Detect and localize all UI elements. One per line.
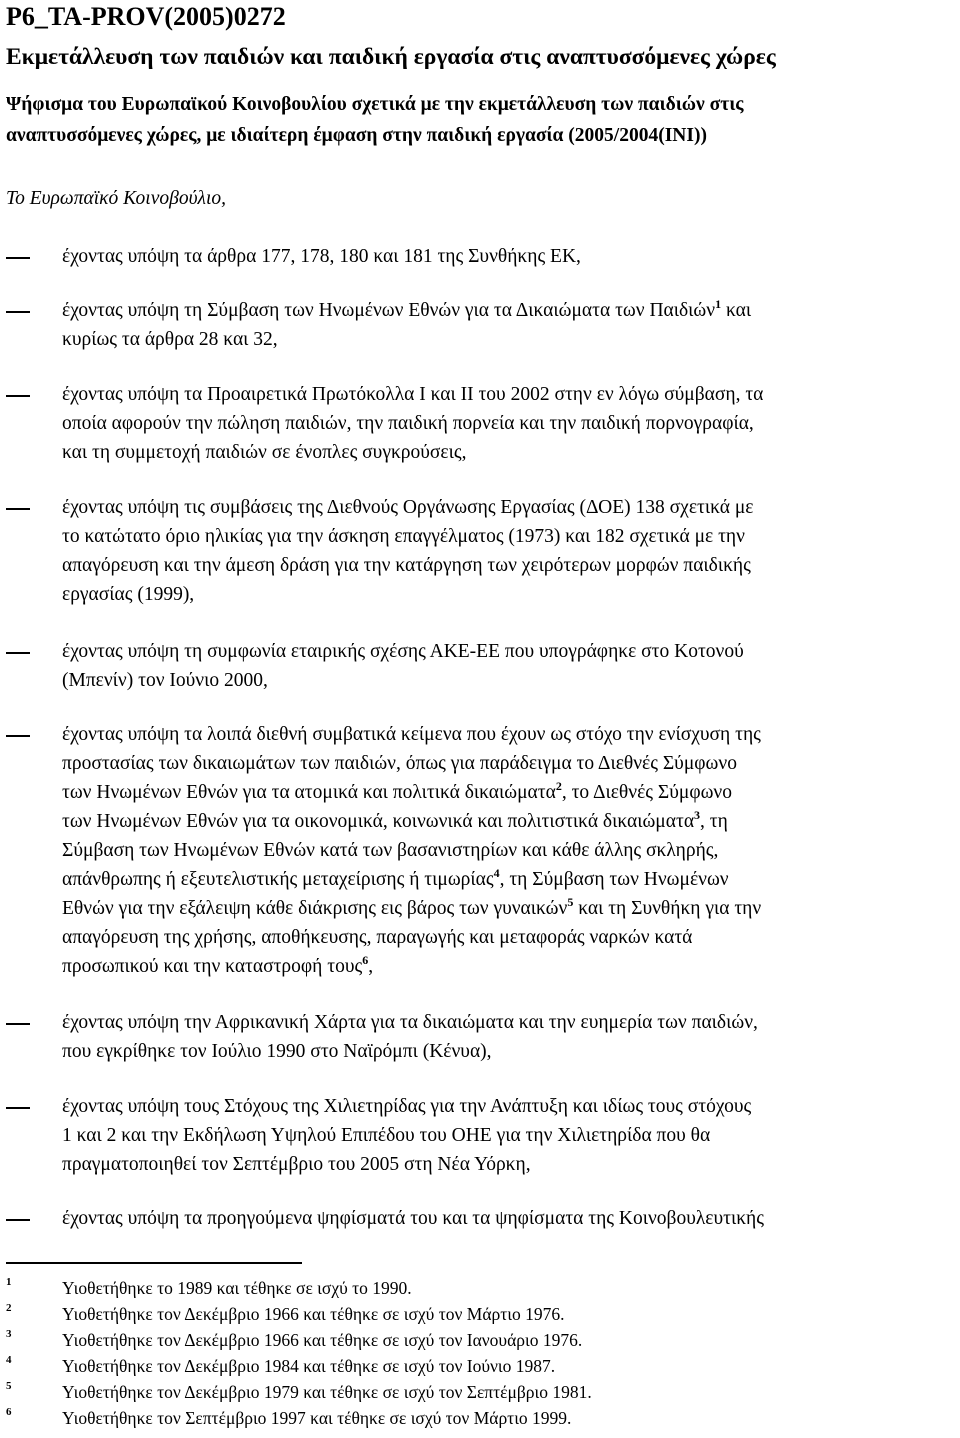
footnote-text: Υιοθετήθηκε τον Σεπτέμβριο 1997 και τέθηκε σε ισχύ τον Μάρτιο 1999. — [62, 1408, 572, 1428]
citation-item — [6, 296, 958, 354]
subtitle-line: Ψήφισμα του Ευρωπαϊκού Κοινοβουλίου σχετικά με την εκμετάλλευση των παιδιών στις — [6, 94, 744, 115]
citation-item — [6, 242, 958, 271]
citation-item — [6, 1204, 958, 1233]
footnote-reference[interactable]: 2 — [555, 778, 562, 793]
text-line: απαγόρευση και την άμεση δράση για την κατάργηση των χειρότερων μορφών παιδικής — [62, 555, 751, 576]
text-line: των Ηνωμένων Εθνών για τα οικονομικά, κοινωνικά και πολιτιστικά δικαιώματα$^3$, τη — [62, 807, 728, 832]
subtitle-line: αναπτυσσόμενες χώρες, με ιδιαίτερη έμφαση στην παιδική εργασία (2005/2004(INI)) — [6, 125, 707, 146]
citation-text — [62, 1204, 958, 1233]
footnote-text: Υιοθετήθηκε τον Δεκέμβριο 1966 και τέθηκε σε ισχύ τον Μάρτιο 1976. — [62, 1304, 565, 1324]
citation-text — [62, 380, 958, 467]
citation-item — [6, 637, 958, 695]
document-reference: P6_TA-PROV(2005)0272 — [6, 2, 286, 31]
footnote-reference[interactable]: 4 — [493, 865, 500, 880]
footnote-number: 5 — [6, 1380, 12, 1392]
footnote-text: Υιοθετήθηκε τον Δεκέμβριο 1979 και τέθηκε σε ισχύ τον Σεπτέμβριο 1981. — [62, 1382, 592, 1402]
text-line: έχοντας υπόψη τα άρθρα 177, 178, 180 και 181 της Συνθήκης ΕΚ, — [62, 246, 581, 267]
footnote-text: Υιοθετήθηκε τον Δεκέμβριο 1984 και τέθηκε σε ισχύ τον Ιούνιο 1987. — [62, 1356, 556, 1376]
text-line: έχοντας υπόψη την Αφρικανική Χάρτα για τα δικαιώματα και την ευημερία των παιδιών, — [62, 1012, 758, 1033]
text-line: 1 και 2 και την Εκδήλωση Υψηλού Επιπέδου του ΟΗΕ για την Χιλιετηρίδα που θα — [62, 1125, 711, 1146]
footnote-reference[interactable]: 3 — [694, 807, 701, 822]
text-line: έχοντας υπόψη τη συμφωνία εταιρικής σχέσης ΑΚΕ-ΕΕ που υπογράφηκε στο Κοτονού — [62, 641, 744, 662]
footnote-number: 3 — [6, 1328, 12, 1340]
text-line: έχοντας υπόψη τα Προαιρετικά Πρωτόκολλα Ι και ΙΙ του 2002 στην εν λόγω σύμβαση, τα — [62, 384, 764, 405]
citation-item — [6, 1092, 958, 1179]
text-line: πραγματοποιηθεί τον Σεπτέμβριο του 2005 στη Νέα Υόρκη, — [62, 1154, 531, 1175]
footnote-reference[interactable]: 5 — [567, 894, 574, 909]
citation-text — [62, 493, 958, 609]
text-line: εργασίας (1999), — [62, 584, 195, 605]
text-line: Σύμβαση των Ηνωμένων Εθνών κατά των βασανιστηρίων και κάθε άλλης σκληρής, — [62, 840, 719, 861]
text-line: απαγόρευση της χρήσης, αποθήκευσης, παραγωγής και μεταφοράς ναρκών κατά — [62, 927, 693, 948]
text-line: έχοντας υπόψη τη Σύμβαση των Ηνωμένων Εθνών για τα Δικαιώματα των Παιδιών$^1$ και — [62, 296, 752, 321]
footnote-reference[interactable]: 6 — [362, 952, 369, 967]
document-subtitle — [6, 89, 956, 151]
text-line: έχοντας υπόψη τα προηγούμενα ψηφίσματά του και τα ψηφίσματα της Κοινοβουλευτικής — [62, 1208, 764, 1229]
text-line: προσωπικού και την καταστροφή τους$^6$, — [62, 952, 374, 977]
footnote-text: Υιοθετήθηκε τον Δεκέμβριο 1966 και τέθηκε σε ισχύ τον Ιανουάριο 1976. — [62, 1330, 583, 1350]
text-line: οποία αφορούν την πώληση παιδιών, την παιδική πορνεία και την παιδική πορνογραφία, — [62, 413, 754, 434]
citation-text — [62, 1008, 958, 1066]
footnote-number: 1 — [6, 1276, 12, 1288]
citation-item — [6, 493, 958, 609]
intro-text: Το Ευρωπαϊκό Κοινοβούλιο, — [6, 188, 227, 209]
footnote-text: Υιοθετήθηκε το 1989 και τέθηκε σε ισχύ το 1990. — [62, 1278, 412, 1298]
footnote-number: 6 — [6, 1406, 12, 1418]
citation-text — [62, 637, 958, 695]
text-line: κυρίως τα άρθρα 28 και 32, — [62, 329, 278, 350]
text-line: Εθνών για την εξάλειψη κάθε διάκρισης εις βάρος των γυναικών$^5$ και τη Συνθήκη για την — [62, 894, 762, 919]
text-line: έχοντας υπόψη τους Στόχους της Χιλιετηρίδας για την Ανάπτυξη και ιδίως τους στόχους — [62, 1096, 752, 1117]
citation-item — [6, 380, 958, 467]
text-line: το κατώτατο όριο ηλικίας για την άσκηση επαγγέλματος (1973) και 182 σχετικά με την — [62, 526, 745, 547]
text-line: (Μπενίν) τον Ιούνιο 2000, — [62, 670, 268, 691]
footnote-number: 2 — [6, 1302, 12, 1314]
text-line: προστασίας των δικαιωμάτων των παιδιών, όπως για παράδειγμα το Διεθνές Σύμφωνο — [62, 753, 737, 774]
text-line: και τη συμμετοχή παιδιών σε ένοπλες συγκρούσεις, — [62, 442, 467, 463]
text-line: των Ηνωμένων Εθνών για τα ατομικά και πολιτικά δικαιώματα$^2$, το Διεθνές Σύμφωνο — [62, 778, 732, 803]
footnote-reference[interactable]: 1 — [715, 296, 722, 311]
document-title: Εκμετάλλευση των παιδιών και παιδική εργασία στις αναπτυσσόμενες χώρες — [6, 44, 776, 70]
citation-text — [62, 296, 958, 354]
citation-item — [6, 1008, 958, 1066]
footnote-separator — [6, 1262, 302, 1264]
text-line: έχοντας υπόψη τις συμβάσεις της Διεθνούς Οργάνωσης Εργασίας (ΔΟΕ) 138 σχετικά με — [62, 497, 754, 518]
footnote-number: 4 — [6, 1354, 12, 1366]
text-line: έχοντας υπόψη τα λοιπά διεθνή συμβατικά κείμενα που έχουν ως στόχο την ενίσχυση της — [62, 724, 761, 745]
citation-text — [62, 720, 958, 981]
citation-text — [62, 1092, 958, 1179]
citation-text — [62, 242, 958, 271]
citation-item — [6, 720, 958, 981]
text-line: που εγκρίθηκε τον Ιούλιο 1990 στο Ναϊρόμπι (Κένυα), — [62, 1041, 492, 1062]
text-line: απάνθρωπης ή εξευτελιστικής μεταχείρισης ή τιμωρίας$^4$, τη Σύμβαση των Ηνωμένων — [62, 865, 729, 890]
